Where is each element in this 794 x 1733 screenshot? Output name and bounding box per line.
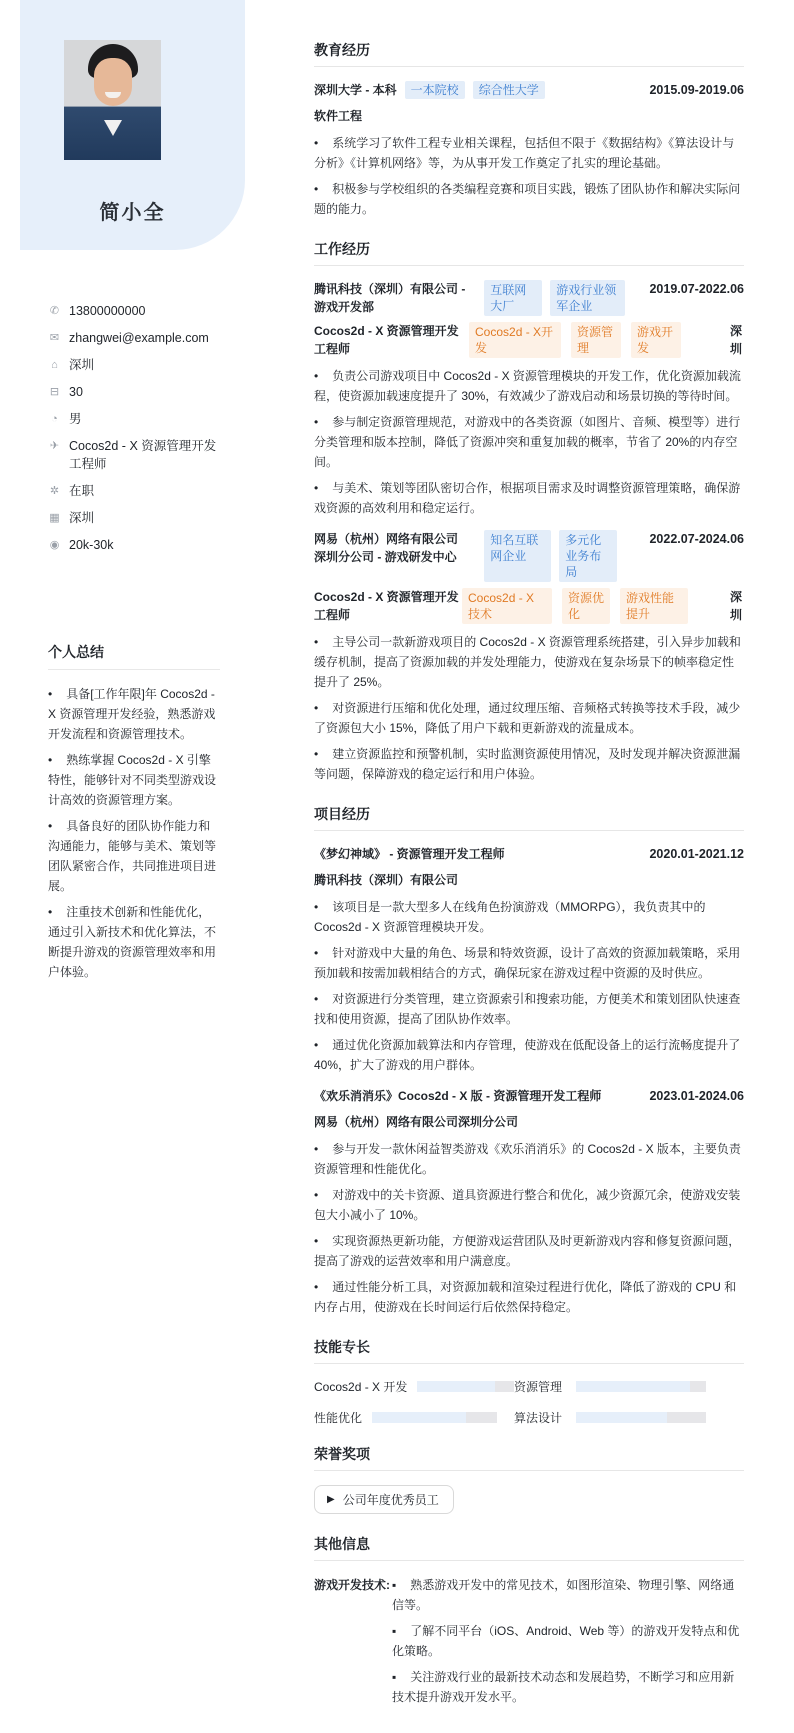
skill-bar	[576, 1381, 706, 1392]
contact-city	[48, 509, 228, 527]
job-duty: • 建立资源监控和预警机制，实时监测资源使用情况，及时发现并解决资源泄漏等问题，保障游戏的稳定运行和用户体验。	[314, 744, 744, 784]
profile-name: 简小全	[99, 202, 166, 224]
salary-icon: ◉	[49, 539, 60, 551]
summary-item: • 具备[工作年限]年 Cocos2d - X 资源管理开发经验，熟悉游戏开发流程和资源管理技术。	[48, 684, 220, 744]
project-header	[314, 1087, 744, 1105]
company-tag: 知名互联网企业	[484, 530, 551, 582]
contact-salary	[48, 536, 228, 554]
role-tag: 游戏性能提升	[620, 588, 688, 624]
skill-bar-fill	[417, 1381, 494, 1392]
company-tag: 多元化业务布局	[559, 530, 617, 582]
contact-position	[48, 437, 228, 473]
skill-name: 算法设计	[514, 1411, 563, 1425]
job-role: Cocos2d - X 资源管理开发工程师	[314, 324, 459, 356]
contact-value: 30	[69, 385, 83, 399]
summary-list	[48, 684, 220, 982]
main-content	[314, 40, 744, 1733]
section-title: 荣誉奖项	[314, 1444, 744, 1471]
contact-value: 13800000000	[69, 304, 146, 318]
job-header	[314, 530, 744, 582]
project-item: • 针对游戏中大量的角色、场景和特效资源，设计了高效的资源加载策略，采用预加载和按需加载相结合的方式，确保玩家在游戏过程中资源的及时供应。	[314, 943, 744, 983]
project-header	[314, 845, 744, 863]
work-section	[314, 239, 744, 784]
job-duty: • 负责公司游戏项目中 Cocos2d - X 资源管理模块的开发工作，优化资源加载流程，使资源加载速度提升了 30%，有效减少了游戏启动和场景切换的等待时间。	[314, 366, 744, 406]
education-section	[314, 40, 744, 219]
job-duty: • 主导公司一款新游戏项目的 Cocos2d - X 资源管理系统搭建，引入异步加载和缓存机制，提高了资源加载的并发处理能力，使游戏在复杂场景下的帧率稳定性提升了 25%。	[314, 632, 744, 692]
project-item: • 对资源进行分类管理，建立资源索引和搜索功能，方便美术和策划团队快速查找和使用资源，提高了团队协作效率。	[314, 989, 744, 1029]
section-title: 教育经历	[314, 40, 744, 67]
skill-bar	[372, 1412, 497, 1423]
summary-item: • 具备良好的团队协作能力和沟通能力，能够与美术、策划等团队紧密合作，共同推进项目进展。	[48, 816, 220, 896]
status-icon: ✲	[49, 485, 60, 497]
company-tag: 互联网大厂	[484, 280, 542, 316]
job-role: Cocos2d - X 资源管理开发工程师	[314, 590, 459, 622]
section-title: 工作经历	[314, 239, 744, 266]
project-items	[314, 1139, 744, 1317]
award-label: 公司年度优秀员工	[342, 1493, 439, 1507]
school-name: 深圳大学 - 本科	[314, 83, 397, 97]
skill-bar	[576, 1412, 706, 1423]
phone-icon: ✆	[49, 305, 60, 317]
role-tag: 游戏开发	[631, 322, 681, 358]
gender-icon: ◔	[51, 413, 58, 425]
company-name: 腾讯科技（深圳）有限公司 - 游戏开发部	[314, 282, 466, 314]
other-item: ▪ 关注游戏行业的最新技术动态和发展趋势，不断学习和应用新技术提升游戏开发水平。	[392, 1667, 744, 1707]
job-city: 深圳	[730, 324, 743, 356]
contact-status	[48, 482, 228, 500]
triangle-right-icon: ▶	[327, 1494, 335, 1505]
job-duty: • 参与制定资源管理规范，对游戏中的各类资源（如图片、音频、模型等）进行分类管理和版本控制，降低了资源冲突和重复加载的概率，节省了 20%的内存空间。	[314, 412, 744, 472]
education-date: 2015.09-2019.06	[649, 83, 744, 97]
contact-value: 20k-30k	[69, 538, 114, 552]
skill-item	[314, 1378, 514, 1395]
role-header	[314, 322, 744, 358]
contact-email	[48, 329, 228, 347]
major: 软件工程	[314, 109, 363, 123]
summary-item: • 注重技术创新和性能优化，通过引入新技术和优化算法，不断提升游戏的资源管理效率和用户体验。	[48, 902, 220, 982]
project-company: 网易（杭州）网络有限公司深圳分公司	[314, 1115, 519, 1129]
summary-item: • 熟练掌握 Cocos2d - X 引擎特性，能够针对不同类型游戏设计高效的资源管理方案。	[48, 750, 220, 810]
position-icon: ✈	[49, 440, 60, 452]
other-list	[392, 1575, 744, 1713]
skill-item	[514, 1378, 714, 1395]
skill-name: 性能优化	[314, 1411, 363, 1425]
avatar	[64, 40, 161, 160]
skill-bar-fill	[576, 1381, 690, 1392]
role-tag: 资源优化	[562, 588, 610, 624]
projects-section	[314, 804, 744, 1317]
contact-value: 深圳	[69, 511, 95, 525]
sidebar	[0, 0, 250, 1730]
contact-value: zhangwei@example.com	[69, 331, 209, 345]
avatar-collar	[104, 120, 122, 136]
contact-value: 男	[69, 412, 82, 426]
role-tag: Cocos2d - X技术	[462, 588, 552, 624]
education-item: • 系统学习了软件工程专业相关课程，包括但不限于《数据结构》《算法设计与分析》《计算机网络》等，为从事开发工作奠定了扎实的理论基础。	[314, 133, 744, 173]
project-item: • 实现资源热更新功能，方便游戏运营团队及时更新游戏内容和修复资源问题，提高了游戏的运营效率和用户满意度。	[314, 1231, 744, 1271]
project-item: • 该项目是一款大型多人在线角色扮演游戏（MMORPG），我负责其中的 Cocos2d - X 资源管理模块开发。	[314, 897, 744, 937]
role-tag: 资源管理	[571, 322, 621, 358]
section-title: 其他信息	[314, 1534, 744, 1561]
contact-value: Cocos2d - X 资源管理开发工程师	[69, 439, 217, 471]
section-title: 项目经历	[314, 804, 744, 831]
summary-title: 个人总结	[48, 642, 220, 670]
avatar-face	[94, 58, 132, 106]
other-row	[314, 1575, 744, 1713]
job-duty: • 与美术、策划等团队密切合作，根据项目需求及时调整资源管理策略，确保游戏资源的高效利用和稳定运行。	[314, 478, 744, 518]
project-entry	[314, 1087, 744, 1317]
other-section	[314, 1534, 744, 1713]
contact-hometown	[48, 356, 228, 374]
mail-icon: ✉	[49, 332, 60, 344]
job-header	[314, 280, 744, 316]
project-items	[314, 897, 744, 1075]
summary-section	[48, 642, 220, 988]
project-company: 腾讯科技（深圳）有限公司	[314, 873, 459, 887]
job-date: 2022.07-2024.06	[649, 532, 744, 546]
skills-grid	[314, 1378, 744, 1426]
skills-section	[314, 1337, 744, 1426]
project-name: 《梦幻神域》 - 资源管理开发工程师	[314, 847, 505, 861]
role-header	[314, 588, 744, 624]
contact-value: 深圳	[69, 358, 95, 372]
skill-name: 资源管理	[514, 1380, 563, 1394]
job-entry	[314, 530, 744, 784]
project-name: 《欢乐消消乐》Cocos2d - X 版 - 资源管理开发工程师	[314, 1089, 602, 1103]
age-icon: ⊟	[49, 386, 60, 398]
home-icon: ⌂	[51, 359, 58, 371]
project-date: 2023.01-2024.06	[649, 1089, 744, 1103]
contact-value: 在职	[69, 484, 95, 498]
company-name: 网易（杭州）网络有限公司深圳分公司 - 游戏研发中心	[314, 532, 459, 564]
education-list	[314, 133, 744, 219]
other-label: 游戏开发技术:	[314, 1578, 390, 1592]
school-tag: 一本院校	[405, 81, 465, 99]
job-duties	[314, 366, 744, 518]
company-tag: 游戏行业领军企业	[550, 280, 625, 316]
skill-item	[514, 1409, 714, 1426]
contact-list	[48, 302, 228, 563]
contact-gender	[48, 410, 228, 428]
job-duty: • 对资源进行压缩和优化处理，通过纹理压缩、音频格式转换等技术手段，减少了资源包大小 15%，降低了用户下载和更新游戏的流量成本。	[314, 698, 744, 738]
project-item: • 通过性能分析工具，对资源加载和渲染过程进行优化，降低了游戏的 CPU 和内存占用，使游戏在长时间运行后依然保持稳定。	[314, 1277, 744, 1317]
skill-bar-fill	[372, 1412, 466, 1423]
job-entry	[314, 280, 744, 518]
awards-section	[314, 1444, 744, 1534]
skill-item	[314, 1409, 514, 1426]
other-item: ▪ 熟悉游戏开发中的常见技术，如图形渲染、物理引擎、网络通信等。	[392, 1575, 744, 1615]
award-item[interactable]	[314, 1485, 454, 1514]
job-city: 深圳	[730, 590, 743, 622]
education-header	[314, 81, 744, 99]
skill-name: Cocos2d - X 开发	[314, 1380, 408, 1394]
role-tag: Cocos2d - X开发	[469, 322, 561, 358]
education-item: • 积极参与学校组织的各类编程竞赛和项目实践，锻炼了团队协作和解决实际问题的能力。	[314, 179, 744, 219]
contact-phone	[48, 302, 228, 320]
other-item: ▪ 了解不同平台（iOS、Android、Web 等）的游戏开发特点和优化策略。	[392, 1621, 744, 1661]
job-duties	[314, 632, 744, 784]
school-tag: 综合性大学	[473, 81, 545, 99]
project-item: • 对游戏中的关卡资源、道具资源进行整合和优化，减少资源冗余，使游戏安装包大小减小了 10%。	[314, 1185, 744, 1225]
skill-bar	[417, 1381, 514, 1392]
project-item: • 参与开发一款休闲益智类游戏《欢乐消消乐》的 Cocos2d - X 版本，主要负责资源管理和性能优化。	[314, 1139, 744, 1179]
building-icon: ▦	[49, 512, 60, 524]
project-item: • 通过优化资源加载算法和内存管理，使游戏在低配设备上的运行流畅度提升了 40%，扩大了游戏的用户群体。	[314, 1035, 744, 1075]
section-title: 技能专长	[314, 1337, 744, 1364]
contact-age	[48, 383, 228, 401]
skill-bar-fill	[576, 1412, 667, 1423]
job-date: 2019.07-2022.06	[649, 282, 744, 296]
project-date: 2020.01-2021.12	[649, 847, 744, 861]
project-entry	[314, 845, 744, 1075]
